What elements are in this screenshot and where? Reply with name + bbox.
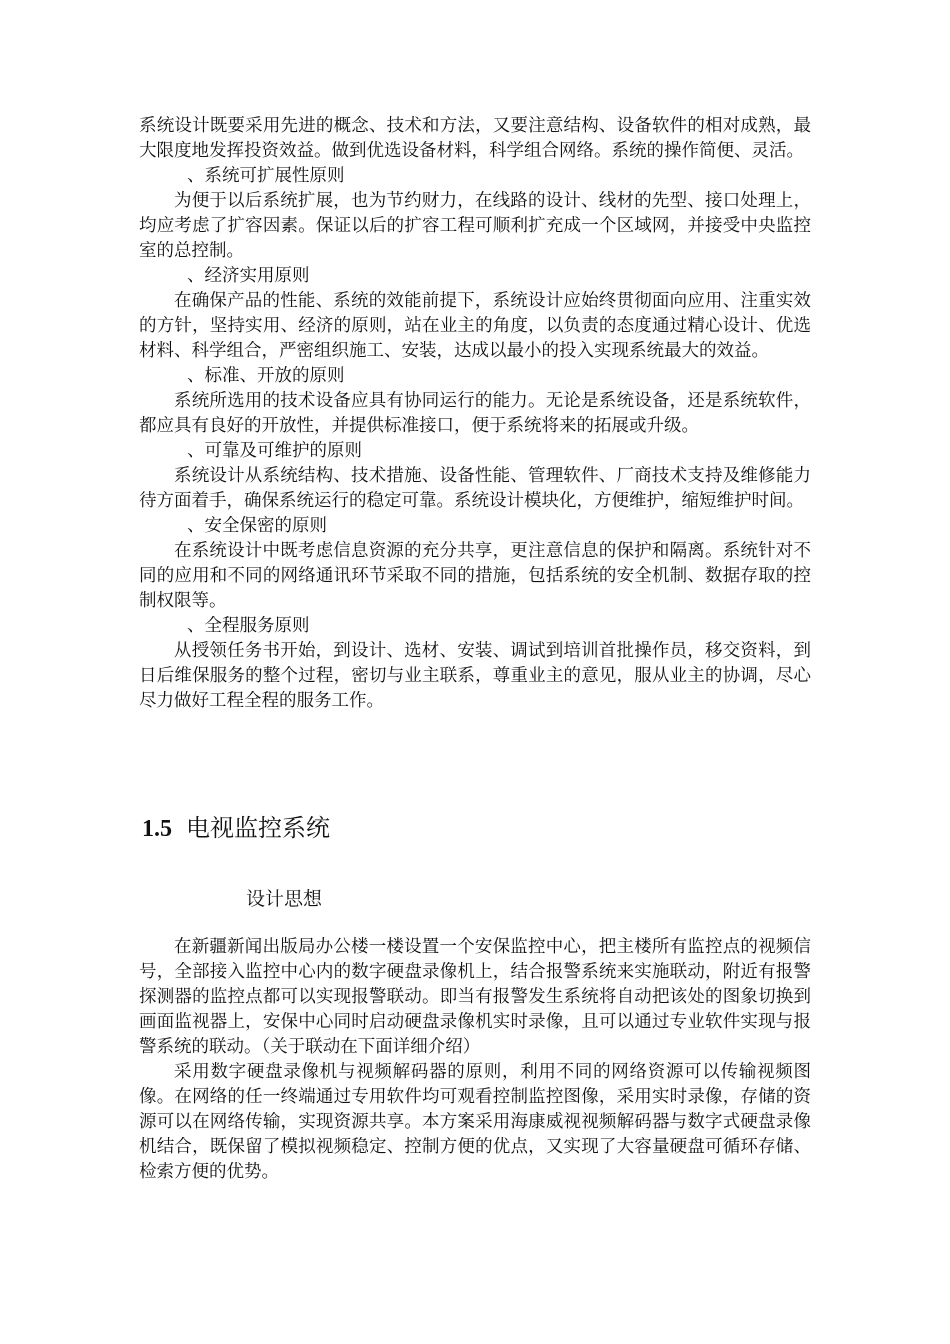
design-concept-heading: 设计思想 bbox=[246, 888, 323, 910]
principle-heading-open-standard: 、标准、开放的原则 bbox=[187, 366, 345, 386]
principle-body-scalability: 为便于以后系统扩展，也为节约财力，在线路的设计、线材的先型、接口处理上，均应考虑了扩容因素。保证以后的扩容工程可顺利扩充成一个区域网，并接受中央监控室的总控制。 bbox=[139, 191, 811, 261]
principle-body-economy: 在确保产品的性能、系统的效能前提下，系统设计应始终贯彻面向应用、注重实效的方针，坚持实用、经济的原则，站在业主的角度，以负责的态度通过精心设计、优选材料、科学组合，严密组织施工、安装，达成以最小的投入实现系统最大的效益。 bbox=[139, 291, 811, 361]
principle-body-security: 在系统设计中既考虑信息资源的充分共享，更注意信息的保护和隔离。系统针对不同的应用和不同的网络通讯环节采取不同的措施，包括系统的安全机制、数据存取的控制权限等。 bbox=[139, 541, 811, 611]
design-paragraph: 采用数字硬盘录像机与视频解码器的原则，利用不同的网络资源可以传输视频图像。在网络的任一终端通过专用软件均可观看控制监控图像，采用实时录像，存储的资源可以在网络传输，实现资源共享。本方案采用海康威视视频解码器与数字式硬盘录像机结合，既保留了模拟视频稳定、控制方便的优点，又实现了大容量硬盘可循环存储、检索方便的优势。 bbox=[139, 1062, 811, 1182]
principle-body-full-service: 从授领任务书开始，到设计、选材、安装、调试到培训首批操作员，移交资料，到日后维保服务的整个过程，密切与业主联系，尊重业主的意见，服从业主的协调，尽心尽力做好工程全程的服务工作。 bbox=[139, 641, 811, 711]
design-concept-section bbox=[139, 935, 811, 1185]
principle-heading-full-service: 、全程服务原则 bbox=[187, 616, 310, 636]
section-title: 电视监控系统 bbox=[186, 814, 330, 842]
principles-section bbox=[139, 114, 811, 714]
principle-heading-reliability: 、可靠及可维护的原则 bbox=[187, 441, 362, 461]
section-heading bbox=[142, 812, 330, 845]
intro-paragraph: 系统设计既要采用先进的概念、技术和方法，又要注意结构、设备软件的相对成熟，最大限度地发挥投资效益。做到优选设备材料，科学组合网络。系统的操作简便、灵活。 bbox=[139, 116, 811, 161]
principle-body-reliability: 系统设计从系统结构、技术措施、设备性能、管理软件、厂商技术支持及维修能力待方面着手，确保系统运行的稳定可靠。系统设计模块化，方便维护，缩短维护时间。 bbox=[139, 466, 811, 511]
section-number: 1.5 bbox=[142, 816, 172, 842]
principle-body-open-standard: 系统所选用的技术设备应具有协同运行的能力。无论是系统设备，还是系统软件，都应具有良好的开放性，并提供标准接口，便于系统将来的拓展或升级。 bbox=[139, 391, 811, 436]
principle-heading-economy: 、经济实用原则 bbox=[187, 266, 310, 286]
principle-heading-scalability: 、系统可扩展性原则 bbox=[187, 166, 345, 186]
principle-heading-security: 、安全保密的原则 bbox=[187, 516, 327, 536]
design-paragraph: 在新疆新闻出版局办公楼一楼设置一个安保监控中心，把主楼所有监控点的视频信号，全部接入监控中心内的数字硬盘录像机上，结合报警系统来实施联动，附近有报警探测器的监控点都可以实现报警联动。即当有报警发生系统将自动把该处的图象切换到画面监视器上，安保中心同时启动硬盘录像机实时录像，且可以通过专业软件实现与报警系统的联动。（关于联动在下面详细介绍） bbox=[139, 937, 811, 1057]
